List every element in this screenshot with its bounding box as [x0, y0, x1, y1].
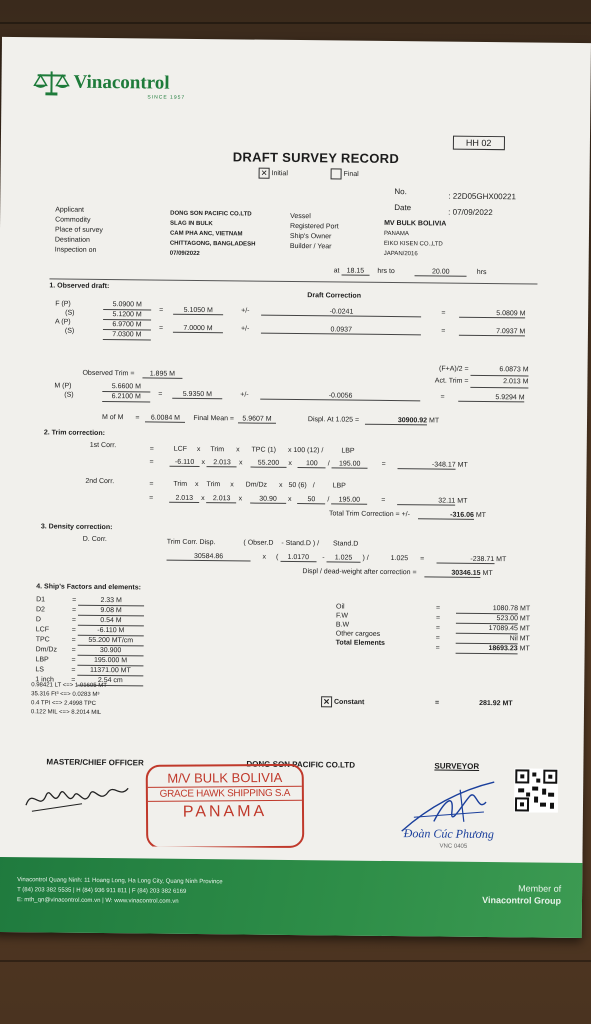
constant-checkbox[interactable]: ✕ Constant	[321, 696, 364, 707]
surveyor-name: Đoàn Cúc Phương	[403, 826, 495, 842]
footer-contact: Vinacontrol Quang Ninh: 11 Hoang Long, Ha Long City, Quang Ninh Province T (84) 203 382 5535 | H (84) 936 911 811 | F (84) 203 382 6169 E: mth_qn@vinacontrol.com.vn | W: www.vinacontrol.com.vn	[16, 877, 223, 905]
unit-conversions: 0.98421 LT <=> 1.01605 MT 35.316 Ft³ <=> 0.0283 M³ 0.4 TPI <=> 2.4998 TPC 0.122 MIL <=> 8.2014 MIL	[30, 682, 107, 716]
total-trim-correction-row: Total Trim Correction = +/- -316.06 MT	[329, 510, 487, 520]
master-label: MASTER/CHIEF OFFICER	[46, 757, 144, 768]
section-trim-correction: 2. Trim correction:	[43, 429, 105, 438]
forward-mean-row: = 5.1050 M +/- -0.0241 = 5.0809 M	[159, 306, 526, 318]
info-labels: Applicant Commodity Place of survey Destination Inspection on	[54, 206, 103, 254]
second-correction-values: = 2.013 x 2.013 x 30.90 x 50 / 195.00 = 32.11 MT	[149, 494, 468, 505]
master-signature-icon	[22, 777, 132, 818]
section-observed-draft: 1. Observed draft:	[49, 282, 110, 291]
final-mean-row: M of M = 6.0084 M Final Mean = 5.9607 M Displ. At 1.025 = 30900.92 MT	[101, 413, 440, 425]
first-correction-header: = LCF x Trim x TPC (1) x 100 (12) / LBP	[149, 445, 355, 455]
date-value: : 07/09/2022	[448, 207, 493, 218]
density-header: Trim Corr. Disp. ( Obser.D - Stand.D ) / Stand.D	[166, 538, 359, 548]
midship-draft-labels: M (P) (S)	[54, 382, 74, 399]
vessel-labels: Vessel Registered Port Ship's Owner Builder / Year	[289, 212, 339, 251]
wood-seam	[0, 22, 591, 24]
observed-trim-row: Observed Trim = 1.895 M	[82, 370, 182, 379]
check-icon: ✕	[259, 168, 270, 179]
second-correction-label: 2nd Corr.	[85, 477, 115, 486]
surveyor-code: VNC 0405	[439, 843, 468, 850]
factor-row: D1 = 2.33 M	[36, 595, 144, 606]
final-checkbox[interactable]: Final	[331, 168, 359, 179]
fa-trim-results: (F+A)/2 = 6.0873 M Act. Trim = 2.013 M	[398, 363, 528, 388]
inspection-time: at 18.15 hrs to 20.00 hrs	[333, 267, 487, 277]
first-correction-label: 1st Corr.	[89, 441, 117, 450]
initial-checkbox[interactable]: ✕ Initial	[259, 168, 288, 179]
midship-mean-row: = 5.9350 M +/- -0.0056 = 5.9294 M	[158, 390, 525, 402]
aft-mean-row: = 7.0000 M +/- 0.0937 = 7.0937 M	[158, 324, 526, 336]
qr-code-icon	[514, 768, 558, 812]
footer-band	[0, 857, 582, 938]
vessel-stamp: M/V BULK BOLIVIA GRACE HAWK SHIPPING S.A PANAMA	[146, 764, 305, 849]
density-values: 30584.86 x ( 1.0170 - 1.025 ) / 1.025 = -238.71 MT	[167, 553, 507, 565]
draft-readings: 5.0900 M 5.1200 M 6.9700 M 7.0300 M	[103, 300, 151, 341]
density-corr-label: D. Corr.	[82, 535, 107, 544]
brand-since: SINCE 1957	[147, 94, 186, 101]
factor-row: LCF = -6.110 M	[36, 625, 144, 636]
midship-readings: 5.6600 M 6.2100 M	[102, 382, 150, 403]
brand-logo	[33, 69, 169, 96]
factor-row: TPC = 55.200 MT/cm	[36, 635, 144, 646]
first-correction-values: = -6.110 x 2.013 x 55.200 x 100 / 195.00 = -348.17 MT	[149, 458, 468, 469]
elements-values: = 1080.78 MT = 523.00 MT = 17089.45 MT = Nil MT = 18693.23 MT	[435, 604, 531, 653]
company-label: DONG SON PACIFIC CO.LTD	[246, 759, 356, 770]
footer-member: Member of Vinacontrol Group	[482, 883, 562, 906]
no-label: No.	[394, 187, 407, 197]
page-title: DRAFT SURVEY RECORD	[232, 149, 400, 167]
date-label: Date	[394, 203, 412, 213]
second-correction-header: = Trim x Trim x Dm/Dz x 50 (6) / LBP	[149, 480, 346, 490]
document-sheet	[0, 37, 591, 938]
info-values: DONG SON PACIFIC CO.LTD SLAG IN BULK CAM PHA ANC, VIETNAM CHITTAGONG, BANGLADESH 07/09/2022	[169, 210, 256, 257]
no-value: : 22D05GHX00221	[448, 191, 517, 202]
factor-row: D2 = 9.08 M	[36, 605, 144, 616]
forward-draft-labels: F (P) (S) A (P) (S)	[54, 300, 75, 335]
scales-logo-icon	[33, 69, 69, 95]
check-icon: ✕	[321, 696, 332, 707]
ship-factor-list	[35, 595, 144, 686]
after-correction-row: Displ / dead-weight after correction = 30346.15 MT	[302, 568, 493, 578]
wood-seam	[0, 960, 591, 962]
section-ship-factors: 4. Ship's Factors and elements:	[36, 583, 142, 592]
section-density-correction: 3. Density correction:	[40, 523, 113, 532]
factor-row: Dm/Dz = 30.900	[36, 645, 144, 656]
brand-name: Vinacontrol	[73, 71, 170, 94]
surveyor-label: SURVEYOR	[434, 761, 480, 771]
factor-row: 1 inch = 2.54 cm	[35, 675, 143, 686]
vessel-values: MV BULK BOLIVIA PANAMA EIKO KISEN CO.,LTD JAPAN/2016	[383, 219, 447, 258]
form-ref-code: HH 02	[453, 136, 505, 151]
elements-labels: Oil F.W B.W Other cargoes Total Elements	[335, 603, 386, 647]
factor-row: LS = 11371.00 MT	[35, 665, 143, 676]
draft-correction-heading: Draft Correction	[307, 292, 362, 300]
factor-row: D = 0.54 M	[36, 615, 144, 626]
constant-value: = 281.92 MT	[435, 699, 513, 708]
factor-row: LBP = 195.000 M	[35, 655, 143, 666]
